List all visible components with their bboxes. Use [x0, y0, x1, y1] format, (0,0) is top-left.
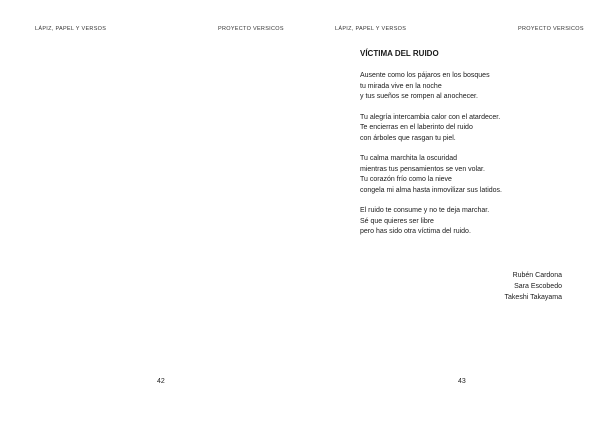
- author-name: Sara Escobedo: [514, 283, 562, 290]
- stanza: [360, 154, 590, 196]
- stanza: [360, 206, 590, 238]
- poem-title: VÍCTIMA DEL RUIDO: [360, 49, 439, 58]
- author-name: Takeshi Takayama: [504, 294, 562, 301]
- page-number: 43: [458, 378, 466, 385]
- running-header-project: PROYECTO VERSICOS: [518, 26, 584, 32]
- poem-line: Ausente como los pájaros en los bosques: [360, 72, 490, 79]
- running-header-book-title: LÁPIZ, PAPEL Y VERSOS: [35, 26, 107, 32]
- poem-line: pero has sido otra víctima del ruido.: [360, 228, 471, 235]
- poem-authors: [505, 270, 562, 303]
- right-page: [300, 0, 600, 425]
- poem-line: con árboles que rasgan tu piel.: [360, 134, 456, 142]
- stanza: [360, 71, 590, 103]
- poem-line: Tu calma marchita la oscuridad: [360, 155, 458, 162]
- poem: [360, 49, 590, 248]
- poem-line: Te encierras en el laberinto del ruido: [360, 124, 473, 131]
- poem-line: El ruido te consume y no te deja marchar.: [360, 207, 490, 214]
- page-number: 42: [157, 378, 165, 385]
- poem-line: congela mi alma hasta inmovilizar sus latidos.: [360, 186, 503, 194]
- poem-line: tu mirada vive en la noche: [360, 82, 442, 90]
- poem-line: y tus sueños se rompen al anochecer.: [360, 93, 478, 100]
- poem-line: Tu alegría intercambia calor con el atardecer.: [360, 113, 501, 121]
- running-header-project: PROYECTO VERSICOS: [218, 26, 284, 32]
- author-name: Rubén Cardona: [512, 272, 562, 279]
- poem-line: Sé que quieres ser libre: [360, 217, 434, 225]
- stanza: [360, 113, 590, 145]
- poem-line: mientras tus pensamientos se ven volar.: [360, 165, 485, 173]
- poem-line: Tu corazón frío como la nieve: [360, 176, 452, 183]
- running-header-book-title: LÁPIZ, PAPEL Y VERSOS: [335, 26, 407, 32]
